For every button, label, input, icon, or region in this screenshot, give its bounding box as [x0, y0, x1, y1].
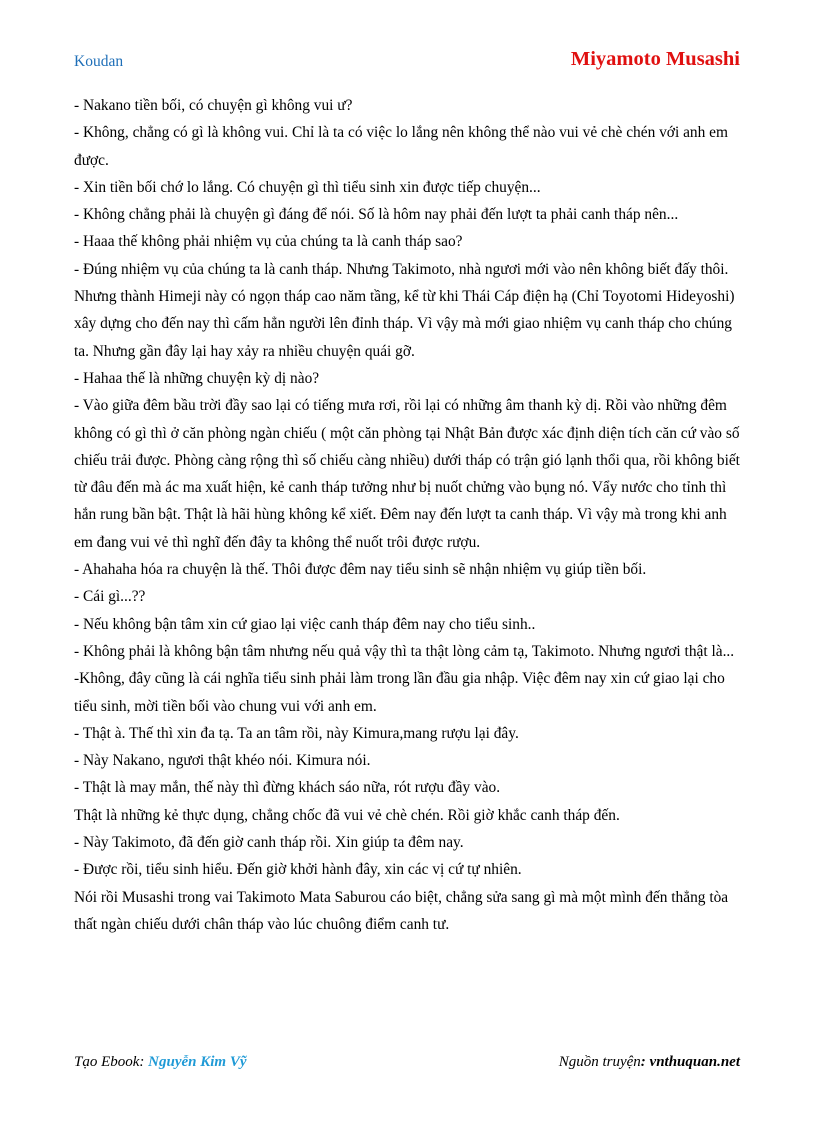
paragraph: - Này Takimoto, đã đến giờ canh tháp rồi. Xin giúp ta đêm nay.	[74, 834, 464, 852]
page-header	[74, 48, 740, 78]
paragraph: - Không phải là không bận tâm nhưng nếu quả vậy thì ta thật lòng cảm tạ, Takimoto. Nhưng ngươi thật là...	[74, 642, 735, 660]
paragraph: - Thật là may mắn, thế này thì đừng khách sáo nữa, rót rượu đầy vào.	[74, 779, 501, 797]
ebook-credit	[74, 1054, 247, 1071]
paragraph: - Không, chẳng có gì là không vui. Chỉ là ta có việc lo lắng nên không thể nào vui vẻ chè chén với anh em được.	[74, 124, 728, 169]
paragraph: - Không chẳng phải là chuyện gì đáng để nói. Số là hôm nay phải đến lượt ta phải canh tháp nên...	[74, 206, 679, 224]
paragraph: - Nakano tiền bối, có chuyện gì không vui ư?	[74, 97, 353, 114]
story-text	[74, 92, 740, 938]
paragraph: - Thật à. Thế thì xin đa tạ. Ta an tâm rồi, này Kimura,mang rượu lại đây.	[74, 724, 519, 742]
ebook-credit-label: Tạo Ebook	[74, 1054, 140, 1070]
paragraph: - Đúng nhiệm vụ của chúng ta là canh tháp. Nhưng Takimoto, nhà ngươi mới vào nên không biết đấy thôi. Nhưng thành Himeji này có ngọn tháp cao năm tầng, kể từ khi Thái Cáp điện hạ (Chỉ Toyotomi Hideyoshi) xây dựng cho đến nay thì cấm hẳn người lên đỉnh tháp. Vì vậy mà mới giao nhiệm vụ canh tháp cho chúng ta. Nhưng gần đây lại hay xảy ra nhiều chuyện quái gỡ.	[74, 260, 735, 360]
paragraph: - Xin tiền bối chớ lo lắng. Có chuyện gì thì tiểu sinh xin được tiếp chuyện...	[74, 178, 541, 196]
source-site-link[interactable]: vnthuquan.net	[649, 1054, 740, 1070]
paragraph: - Vào giữa đêm bầu trời đầy sao lại có tiếng mưa rơi, rồi lại có những âm thanh kỳ dị. Rồi vào những đêm không có gì thì ở căn phòng ngàn chiếu ( một căn phòng tại Nhật Bản được xác định diện tích căn cứ vào số chiếu trải được. Phòng càng rộng thì số chiếu càng nhiều) dưới tháp có trận gió lạnh thổi qua, rồi không biết từ đâu đến mà ác ma xuất hiện, kẻ canh tháp tưởng như bị nuốt chửng vào bụng nó. Vẩy nước cho tỉnh thì hắn rung bần bật. Thật là hãi hùng không kể xiết. Đêm nay đến lượt ta canh tháp. Vì vậy mà trong khi anh em đang vui vẻ thì nghĩ đến đây ta không thể nuốt trôi được rượu.	[74, 397, 740, 551]
paragraph: - Ahahaha hóa ra chuyện là thế. Thôi được đêm nay tiểu sinh sẽ nhận nhiệm vụ giúp tiền bối.	[74, 561, 647, 579]
paragraph: Thật là những kẻ thực dụng, chẳng chốc đã vui vẻ chè chén. Rồi giờ khắc canh tháp đến.	[74, 806, 620, 824]
source-label: Koudan	[74, 53, 124, 70]
ebook-credit-separator: :	[139, 1054, 149, 1070]
paragraph: - Haaa thế không phải nhiệm vụ của chúng ta là canh tháp sao?	[74, 233, 463, 251]
paragraph: - Nếu không bận tâm xin cứ giao lại việc canh tháp đêm nay cho tiểu sinh..	[74, 615, 536, 633]
ebook-creator-name: Nguyễn Kim Vỹ	[148, 1054, 247, 1070]
book-title: Miyamoto Musashi	[570, 48, 740, 70]
source-credit-label: Nguồn truyện	[558, 1054, 641, 1070]
paragraph: - Này Nakano, ngươi thật khéo nói. Kimura nói.	[74, 752, 371, 770]
source-credit-separator: :	[640, 1054, 650, 1070]
paragraph: - Hahaa thế là những chuyện kỳ dị nào?	[74, 369, 320, 387]
paragraph: -Không, đây cũng là cái nghĩa tiểu sinh phải làm trong lần đầu gia nhập. Việc đêm nay xin cứ giao lại cho tiểu sinh, mời tiền bối vào chung vui với anh em.	[74, 670, 725, 715]
paragraph: Nói rồi Musashi trong vai Takimoto Mata Saburou cáo biệt, chẳng sửa sang gì mà một mình đến thẳng tòa thất ngàn chiếu dưới chân tháp vào lúc chuông điểm canh tư.	[74, 888, 729, 933]
source-credit	[559, 1054, 740, 1071]
paragraph: - Cái gì...??	[74, 588, 146, 606]
paragraph: - Được rồi, tiểu sinh hiểu. Đến giờ khởi hành đây, xin các vị cứ tự nhiên.	[74, 861, 522, 879]
